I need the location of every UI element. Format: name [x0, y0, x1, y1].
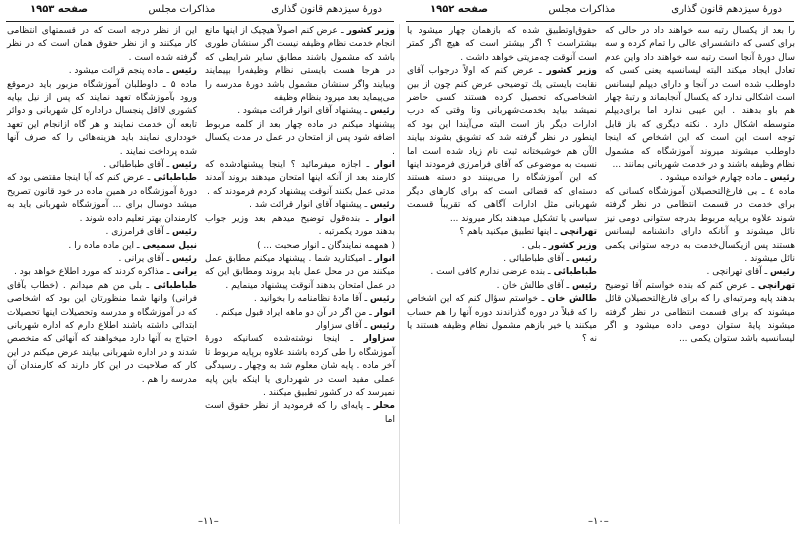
- page-footer-number: –۱۱–: [198, 516, 219, 527]
- paragraph: [605, 25, 795, 172]
- session-series-title: دورهٔ سیزدهم قانون گذاری: [671, 4, 782, 15]
- paragraph-text: ـ عرض کنم که اولاً درجواب آقای نقابت بایستی یك توضیحی عرض کنم چون از بین اشخاصی‌که تحصیل کرده هستند کسی حاضر نمیشد بیاید بخدمت‌شهربانی وتا وقتی که درب ادارات دیگر باز است البته می‌آیندا این بود که اینطور در نظر گرفته شد که تشویق بشوند بیایند الآن هم خوشبختانه ثبت نام زیاد شده است اما نسبت به موضوعی که آقای فرامرزی فرمودند اینها که این آموزشگاه را می‌بینند دو دسته هستند دسته‌ای که قضائی است که برای کارهای دیگر شهربانی مثل ادارات آگاهی که تقریباً قسمت سیاسی یا تشکیل میدهند بکار میروند ...: [407, 66, 597, 224]
- paragraph: [407, 25, 597, 65]
- paragraph: [205, 199, 395, 212]
- paragraph-text: ـ اینها تطبیق میکنید باهم ؟: [459, 227, 558, 238]
- paragraph: [7, 65, 197, 78]
- text-column-right: [205, 25, 395, 427]
- paragraph: [205, 105, 395, 118]
- paragraph-text: ـ پایه‌ای را که فرمودید از نظر حقوق است اما: [205, 401, 395, 425]
- page-number-label: صفحه ۱۹۵۳: [30, 4, 89, 15]
- speaker-name: انوار: [374, 213, 395, 224]
- paragraph: [205, 159, 395, 199]
- paragraph: [205, 119, 395, 159]
- paragraph-text: ماده ۵ ـ داوطلبان آموزشگاه مزبور باید درموقع ورود بآموزشگاه تعهد نمایند که پس از نیل بپایه کشوری لااقل پنجسال دراداره کل شهربانی و دوائر تابعه آن خدمت نمایند و هر گاه ازانجام این تعهد خودداری نمایند باید هزینه‌هائی را که صرف آنها شده پرداخت نمایند .: [7, 79, 197, 157]
- paragraph: [605, 280, 795, 347]
- paragraph: [205, 320, 395, 333]
- paragraph-text: ـ آقا مادهٔ نظامنامه را بخوانید .: [253, 294, 368, 305]
- paragraph-text: ـ آقای طباطبائی .: [103, 160, 170, 171]
- paragraph: [407, 266, 597, 279]
- paragraph: [7, 240, 197, 253]
- paragraph-text: ـ بلی من هم میدانم . (خطاب بآقای فرانی) وانها شما منظورتان این بود که اشخاصی که در آموزشگاه و مدرسه وتحصیلات اینها تحصیلات ابتدائی داشته باشند اطلاع دارم که اداره شهربانی احتیاج به آنها دارد میخواهند که آنهائی که متخصص شدند و در اداره شهربانی بیایند عرض میکنم در این کار که صلاحیت در این کار دارند که کارمندان آن مدرسه را هم .: [7, 280, 197, 385]
- paragraph-text: ـ مذاکره کردند که مورد اطلاع خواهد بود .: [13, 267, 170, 278]
- paragraph: [407, 253, 597, 266]
- paragraph: [605, 172, 795, 185]
- paragraph: [407, 293, 597, 347]
- paragraph-text: ـ بلی .: [521, 240, 547, 251]
- paragraph: [407, 240, 597, 253]
- speaker-name: طباطبائی: [153, 280, 197, 291]
- paragraph: [407, 226, 597, 239]
- paragraph: [7, 280, 197, 387]
- speaker-name: انوار: [374, 307, 395, 318]
- paragraph-text: ـ من اگر در آن دو ماهه ایراد قبول میکنم .: [215, 307, 372, 318]
- speaker-name: تهرانچی: [560, 227, 597, 238]
- text-column-left: [407, 25, 597, 347]
- paragraph: [205, 25, 395, 105]
- speaker-name: رئیس: [770, 173, 795, 184]
- paragraph: [205, 400, 395, 427]
- speaker-name: انوار: [374, 253, 395, 264]
- paragraph-text: ـ خواستم سؤال کنم که این اشخاص را که قبلاً در دوره گذراندند دوره آنها را هم حساب میکنند یا خیر بازهم مشمول نظام وظیفه هستند یا نه ؟: [407, 294, 597, 345]
- paragraph: [7, 172, 197, 226]
- speaker-name: رئیس: [172, 66, 197, 77]
- speaker-name: وزیر کشور: [346, 26, 395, 36]
- paragraph-text: ـ عرض کنم اصولاً هیچیک از اینها مانع انجام خدمت نظام وظیفه نیست اگر سنشان طوری باشد که مشمول باشند مطابق سایر شرایطی که در هرجا هست بایستی نظام وظیفه‌را بپیمایند وبیایند واگر سنشان مشمول باشد دورهٔ مدرسه را می‌پیماید بعد میرود بنظام وظیفه: [205, 26, 395, 104]
- paragraph-text: ـ اجازه میفرمائید ؟ اینجا پیشنهادشده که کارمند بعد از آنکه اینها امتحان میدهند بروند آمدند مدتی عمل بکنند آنوقت پیشنهاد کردم فرمودند که .: [205, 160, 395, 197]
- paragraph: [7, 159, 197, 172]
- speaker-name: وزیر کشور: [546, 66, 597, 77]
- paragraph-text: را بعد از یکسال رتبه سه خواهند داد در حالی که برای کسی که دانشسرای عالی را تمام کرده و سه سال دورهٔ آنجا است رتبه سه خواهند داد واین عدم تعادل ایجاد میکند البته لیسانسیه یعنی کسی که داوطلب شده است در آنجا و دارای دیپلم لیسانس است اشکالی ندارد که یکسال آنجابماند و رتبهٔ چهار هم باو بدهند . این عیبی ندارد اما برای‌دیپلم متوسطه اشکال دارد . نکته دیگری که باز قابل توجه است این است که این اشخاص که اینجا داوطلب میشوند میروند آموزشگاه که مشمول نظام وظیفه باشند و در خدمت شهربانی بمانند ...: [605, 26, 795, 171]
- speaker-name: انوار: [374, 160, 395, 171]
- paragraph-text: ـ امیکتارید شما . پیشنهاد میکنم مطابق عمل میکنند من در محل عمل باید بروند ومطابق این که در عمل امتحان بدهند آنوقت پیشنهاد مینمایم .: [205, 253, 395, 291]
- paragraph: [205, 307, 395, 320]
- paragraph: [605, 186, 795, 266]
- session-series-title: دورهٔ سیزدهم قانون گذاری: [271, 4, 382, 15]
- speaker-name: وزیر کشور: [548, 240, 597, 251]
- paragraph: [7, 266, 197, 279]
- paragraph-text: ـ ماده پنجم قرائت میشود .: [68, 66, 170, 77]
- speaker-name: تهرانچی: [758, 280, 795, 291]
- speaker-name: طباطبائی: [153, 173, 197, 184]
- page-number-label: صفحه ۱۹۵۲: [430, 4, 489, 15]
- speaker-name: رئیس: [172, 253, 197, 264]
- paragraph-text: حقوق‌اوتطبیق شده که بازهمان چهار میشود یا بیشتراست ؟ اگر بیشتر است که هیچ اگر کمتر است آنوقت چه‌مزیتی خواهد داشت .: [407, 26, 597, 63]
- page-header: [8, 4, 392, 20]
- speaker-name: یرانی: [172, 267, 197, 278]
- page-gutter: [399, 24, 400, 524]
- paragraph-text: ـ آقای طالش خان .: [496, 280, 570, 291]
- speaker-name: رئیس: [370, 106, 395, 117]
- page-1953: [2, 0, 398, 548]
- text-column-right: [605, 25, 795, 347]
- speaker-name: سزاوار: [363, 334, 395, 345]
- paragraph: [407, 280, 597, 293]
- paragraph-text: ماده ٤ ـ بی فارغ‌التحصیلان آموزشگاه کسانی که برای خدمت در قسمت انتظامی در نظر گرفته شوند علاوه برپایه مربوط بدرجه ستوانی دومی نیز نائل میشوند و آنانکه دارای دانشنامه لیسانس هستند پس ازیکسال‌خدمت به درجه ستوانی یکمی نائل میشوند .: [605, 186, 795, 264]
- page-header: [408, 4, 792, 20]
- paragraph: [7, 25, 197, 65]
- header-rule: [406, 21, 794, 22]
- paragraph-text: پیشنهاد میکنم در ماده چهار بعد از کلمه مربوط اضافه شود پس از امتحان در عمل در مدت یکسال .: [205, 119, 395, 157]
- speaker-name: محلر: [373, 401, 395, 412]
- paragraph: [205, 253, 395, 293]
- text-column-left: [7, 25, 197, 387]
- paragraph: [407, 65, 597, 226]
- paragraph-text: ـ آقای یرانی .: [118, 253, 170, 264]
- speaker-name: طالش خان: [547, 294, 597, 305]
- paragraph: [7, 226, 197, 239]
- paragraph: [605, 266, 795, 279]
- speaker-name: رئیس: [572, 280, 597, 291]
- paragraph-text: ـ آقای فرامرزی .: [105, 227, 170, 238]
- paragraph: [205, 213, 395, 240]
- speaker-name: رئیس: [370, 294, 395, 305]
- paragraph-text: ـ ماده چهارم خوانده میشود .: [659, 173, 768, 184]
- speaker-name: طباطبائی: [553, 267, 597, 278]
- speaker-name: نبیل سمیعی: [142, 240, 197, 251]
- paragraph: [7, 253, 197, 266]
- paragraph-text: ـ آقای سزاوار: [316, 320, 368, 331]
- paragraph-text: ـ عرض کنم که بنده خواستم آقا توضیح بدهند پایه ومرتبه‌ای را که برای فارغ‌التحصیلان قائل میشوند که برای قسمت انتظامی در نظر گرفته میشوند پایهٔ ستوان دومی داده میشود و اگر لیسانسیه باشد ستوان یکمی ...: [605, 280, 795, 345]
- speaker-name: رئیس: [370, 320, 395, 331]
- paragraph-text: این از نظر درجه است که در قسمتهای انتظامی کار میکنند و از نظر حقوق همان است که در نظر گرفته شده است .: [7, 26, 197, 63]
- paragraph-text: ـ اینجا نوشته‌شده کسانیکه دورهٔ آموزشگاه را طی کرده باشند علاوه برپایه مربوط تا آخر ماده . پایه شان معلوم شد به وچهار ـ رسیدگی عملی مفید است در شهرداری یا اینکه باین پایه نمیرسد که در کشور تطبیق میکنند .: [205, 334, 395, 398]
- paragraph-text: ـ پیشنهاد آقای انوار قرائت میشود .: [237, 106, 368, 117]
- speaker-name: رئیس: [370, 200, 395, 211]
- paragraph-text: ـ پیشنهاد آقای انوار قرائت شد .: [249, 200, 368, 211]
- page-footer-number: –۱۰–: [588, 516, 609, 527]
- paragraph-text: ( همهمه نمایندگان ـ انوار صحبت ... ): [257, 240, 395, 251]
- speaker-name: رئیس: [172, 227, 197, 238]
- speaker-name: رئیس: [572, 253, 597, 264]
- speaker-name: رئیس: [172, 160, 197, 171]
- paragraph: [205, 333, 395, 400]
- paragraph-text: ـ آقای تهرانچی .: [706, 267, 768, 278]
- paragraph: [205, 240, 395, 253]
- proceedings-title: مذاکرات مجلس: [548, 4, 616, 15]
- paragraph-text: ـ این ماده ماده را .: [68, 240, 140, 251]
- speaker-name: رئیس: [770, 267, 795, 278]
- paragraph-text: ـ بنده‌قول توضیح میدهم بعد وزیر جواب بدهند مورد یکمرتبه .: [205, 213, 395, 238]
- paragraph-text: ـ آقای طباطبائی .: [503, 253, 570, 264]
- header-rule: [6, 21, 394, 22]
- proceedings-title: مذاکرات مجلس: [148, 4, 216, 15]
- paragraph: [7, 79, 197, 159]
- page-1952: [402, 0, 798, 548]
- paragraph-text: ـ عرض کنم که آیا اینجا مقتضی بود که دورهٔ آموزشگاه در همین ماده در خود قانون تصریح میشد دوسال برای ... آموزشگاه شهربانی باید به کارمندان بهتر تعلیم داده شوند .: [7, 173, 197, 224]
- paragraph: [205, 293, 395, 306]
- paragraph-text: ـ بنده عرضی ندارم کافی است .: [430, 267, 551, 278]
